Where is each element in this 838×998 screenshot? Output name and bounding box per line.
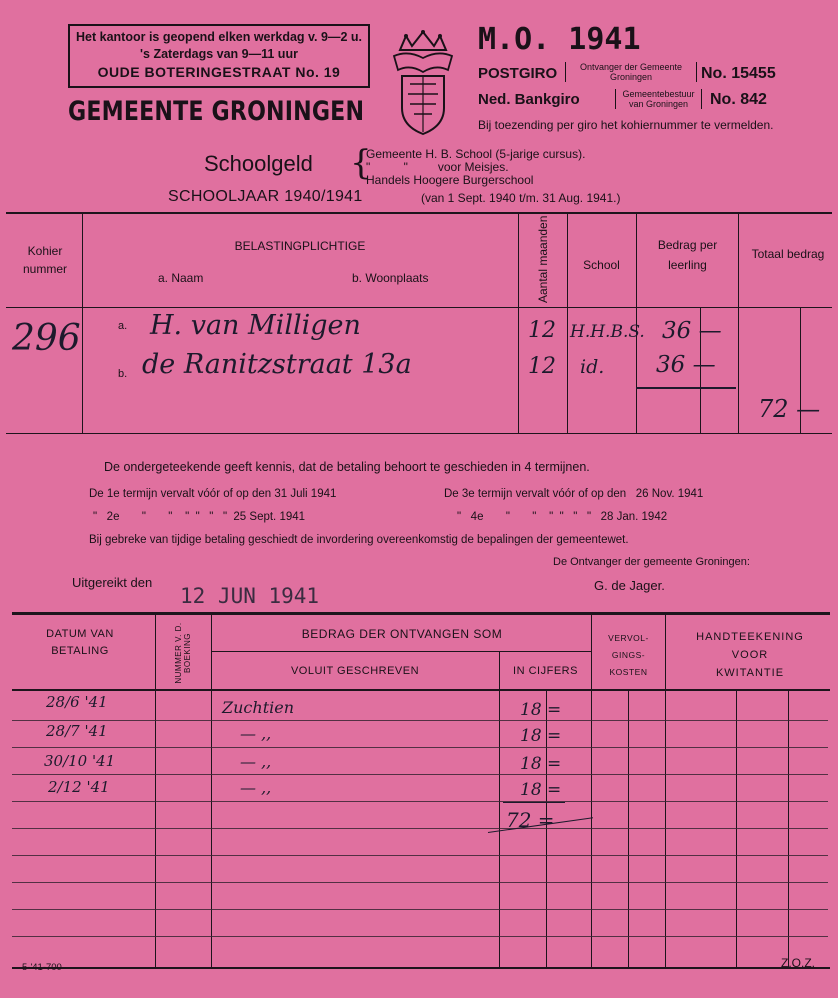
col-vervolging <box>592 630 665 681</box>
col-hand-2: VOOR <box>731 649 769 661</box>
payment-sum-rule <box>503 802 565 803</box>
payment-date: 30/10 '41 <box>44 752 116 770</box>
row-b-label: b. <box>118 368 128 380</box>
ruled-line <box>12 720 828 721</box>
col-divider <box>155 615 156 967</box>
payment-total: 72 = <box>506 808 555 832</box>
col-maanden-cell <box>528 215 558 304</box>
payment-figures: 18 = <box>520 754 562 774</box>
col-naam: a. Naam <box>158 271 204 285</box>
payment-date: 28/7 '41 <box>46 722 108 740</box>
schooljaar-period: (van 1 Sept. 1940 t/m. 31 Aug. 1941.) <box>421 191 621 205</box>
uitgereikt-label: Uitgereikt den <box>72 575 153 590</box>
schoolgeld-label: Schoolgeld <box>204 151 313 176</box>
col-voluit: VOLUIT GESCHREVEN <box>290 665 420 677</box>
payment-figures: 18 = <box>520 700 562 720</box>
postgiro-label: POSTGIRO <box>478 65 558 82</box>
col-vervolg-1: VERVOL- <box>608 633 649 643</box>
office-address: OUDE BOTERINGESTRAAT No. 19 <box>97 64 341 80</box>
amount-b: 36 — <box>656 352 716 378</box>
payment-date: 28/6 '41 <box>46 693 108 711</box>
col-divider <box>567 214 568 433</box>
coat-of-arms-icon <box>388 28 458 138</box>
ruled-line <box>12 828 828 829</box>
ruled-line <box>12 882 828 883</box>
col-nummer-cell <box>160 620 206 686</box>
school-line1: Gemeente H. B. School (5-jarige cursus). <box>366 147 586 161</box>
payment-words: Zuchtien <box>222 698 295 717</box>
row-a-label: a. <box>118 320 128 332</box>
col-handteekening <box>670 628 830 682</box>
col-hand-1: HANDTEEKENING <box>696 631 804 643</box>
months-b: 12 <box>528 354 556 379</box>
office-hours-line2: 's Zaterdags van 9—11 uur <box>140 47 298 61</box>
col-kohier: Kohier nummer <box>22 244 67 276</box>
col-nummer: NUMMER V. D. BOEKING <box>174 622 192 684</box>
payment-words: — ,, <box>240 778 272 797</box>
ruled-line <box>12 855 828 856</box>
term-2: " 2e " " " " " " 25 Sept. 1941 <box>93 511 306 523</box>
col-divider <box>518 214 519 433</box>
payment-date: 2/12 '41 <box>48 778 110 796</box>
ruled-line <box>12 936 828 937</box>
table-header-rule <box>6 307 832 308</box>
col-divider <box>665 615 666 967</box>
term-1: De 1e termijn vervalt vóór of op den 31 Juli 1941 <box>89 488 337 500</box>
amount-a: 36 — <box>662 318 722 344</box>
bankgiro-number: No. 842 <box>710 91 767 108</box>
col-divider <box>499 652 500 967</box>
payment-bottom-rule <box>12 967 830 969</box>
total-amount: 72 — <box>758 395 821 423</box>
col-vervolg-3: KOSTEN <box>609 667 648 677</box>
table-top-rule <box>6 212 832 214</box>
col-bedrag-som: BEDRAG DER ONTVANGEN SOM <box>301 627 503 641</box>
bankgiro-label: Ned. Bankgiro <box>478 91 580 108</box>
office-hours-box <box>68 24 370 88</box>
term-4: " 4e " " " " " " 28 Jan. 1942 <box>457 511 668 523</box>
ontvanger-line: De Ontvanger der gemeente Groningen: <box>553 556 750 568</box>
office-hours-line1: Het kantoor is geopend elken werkdag v. 9—2 u. <box>76 30 362 44</box>
col-divider <box>738 214 739 433</box>
payment-figures: 18 = <box>520 780 562 800</box>
col-school: School <box>583 258 620 272</box>
mo-code: M.O. 1941 <box>478 22 641 57</box>
kohier-number: 296 <box>12 318 81 359</box>
ruled-line <box>12 801 828 802</box>
col-hand-3: KWITANTIE <box>715 667 785 679</box>
giro-instruction: Bij toezending per giro het kohiernummer te vermelden. <box>478 118 774 132</box>
brace-icon: { <box>350 143 372 183</box>
col-bedrag: Bedrag per leerling <box>657 238 718 272</box>
school-a: H.H.B.S. <box>570 322 645 342</box>
col-cijfers: IN CIJFERS <box>513 665 578 677</box>
notice-line: De ondergeteekende geeft kennis, dat de betaling behoort te geschieden in 4 termijnen. <box>104 460 590 474</box>
schooljaar: SCHOOLJAAR 1940/1941 <box>168 188 363 205</box>
col-maanden: Aantal maanden <box>536 215 550 303</box>
collector-signature: G. de Jager. <box>594 578 665 593</box>
ruled-line <box>12 747 828 748</box>
term-3: De 3e termijn vervalt vóór of op den 26 Nov. 1941 <box>444 488 704 500</box>
ruled-line <box>12 909 828 910</box>
late-payment-line: Bij gebreke van tijdige betaling geschiedt de invordering overeenkomstig de bepalingen der gemeentewet. <box>89 534 629 546</box>
date-stamp: 12 JUN 1941 <box>180 584 320 608</box>
payment-words: — ,, <box>240 724 272 743</box>
school-line2: " " voor Meisjes. <box>366 160 509 174</box>
payment-subheader-rule <box>212 651 592 652</box>
months-a: 12 <box>528 318 556 343</box>
col-datum: DATUM VAN BETALING <box>46 628 114 657</box>
payment-top-rule <box>12 612 830 615</box>
table-bottom-rule <box>6 433 832 434</box>
school-b: id. <box>580 356 605 378</box>
postgiro-note: Ontvanger der Gemeente Groningen <box>565 62 697 82</box>
sum-underline <box>636 387 736 389</box>
payment-header-rule <box>12 689 830 691</box>
ruled-line <box>12 774 828 775</box>
form-code: 5-'41-700 <box>22 962 62 973</box>
municipality-title: GEMEENTE GRONINGEN <box>68 96 365 127</box>
taxpayer-address: de Ranitzstraat 13a <box>142 349 412 380</box>
col-woonplaats: b. Woonplaats <box>352 271 429 285</box>
col-totaal: Totaal bedrag <box>751 247 825 261</box>
school-line3: Handels Hoogere Burgerschool <box>366 173 534 187</box>
col-belastingplichtige: BELASTINGPLICHTIGE <box>234 239 366 253</box>
bankgiro-note: Gemeentebestuur van Groningen <box>615 89 702 109</box>
zoz-marker: Z.O.Z. <box>781 956 815 970</box>
col-vervolg-2: GINGS- <box>611 650 646 660</box>
postgiro-number: No. 15455 <box>701 65 776 82</box>
payment-words: — ,, <box>240 752 272 771</box>
taxpayer-name: H. van Milligen <box>150 310 361 341</box>
payment-figures: 18 = <box>520 726 562 746</box>
